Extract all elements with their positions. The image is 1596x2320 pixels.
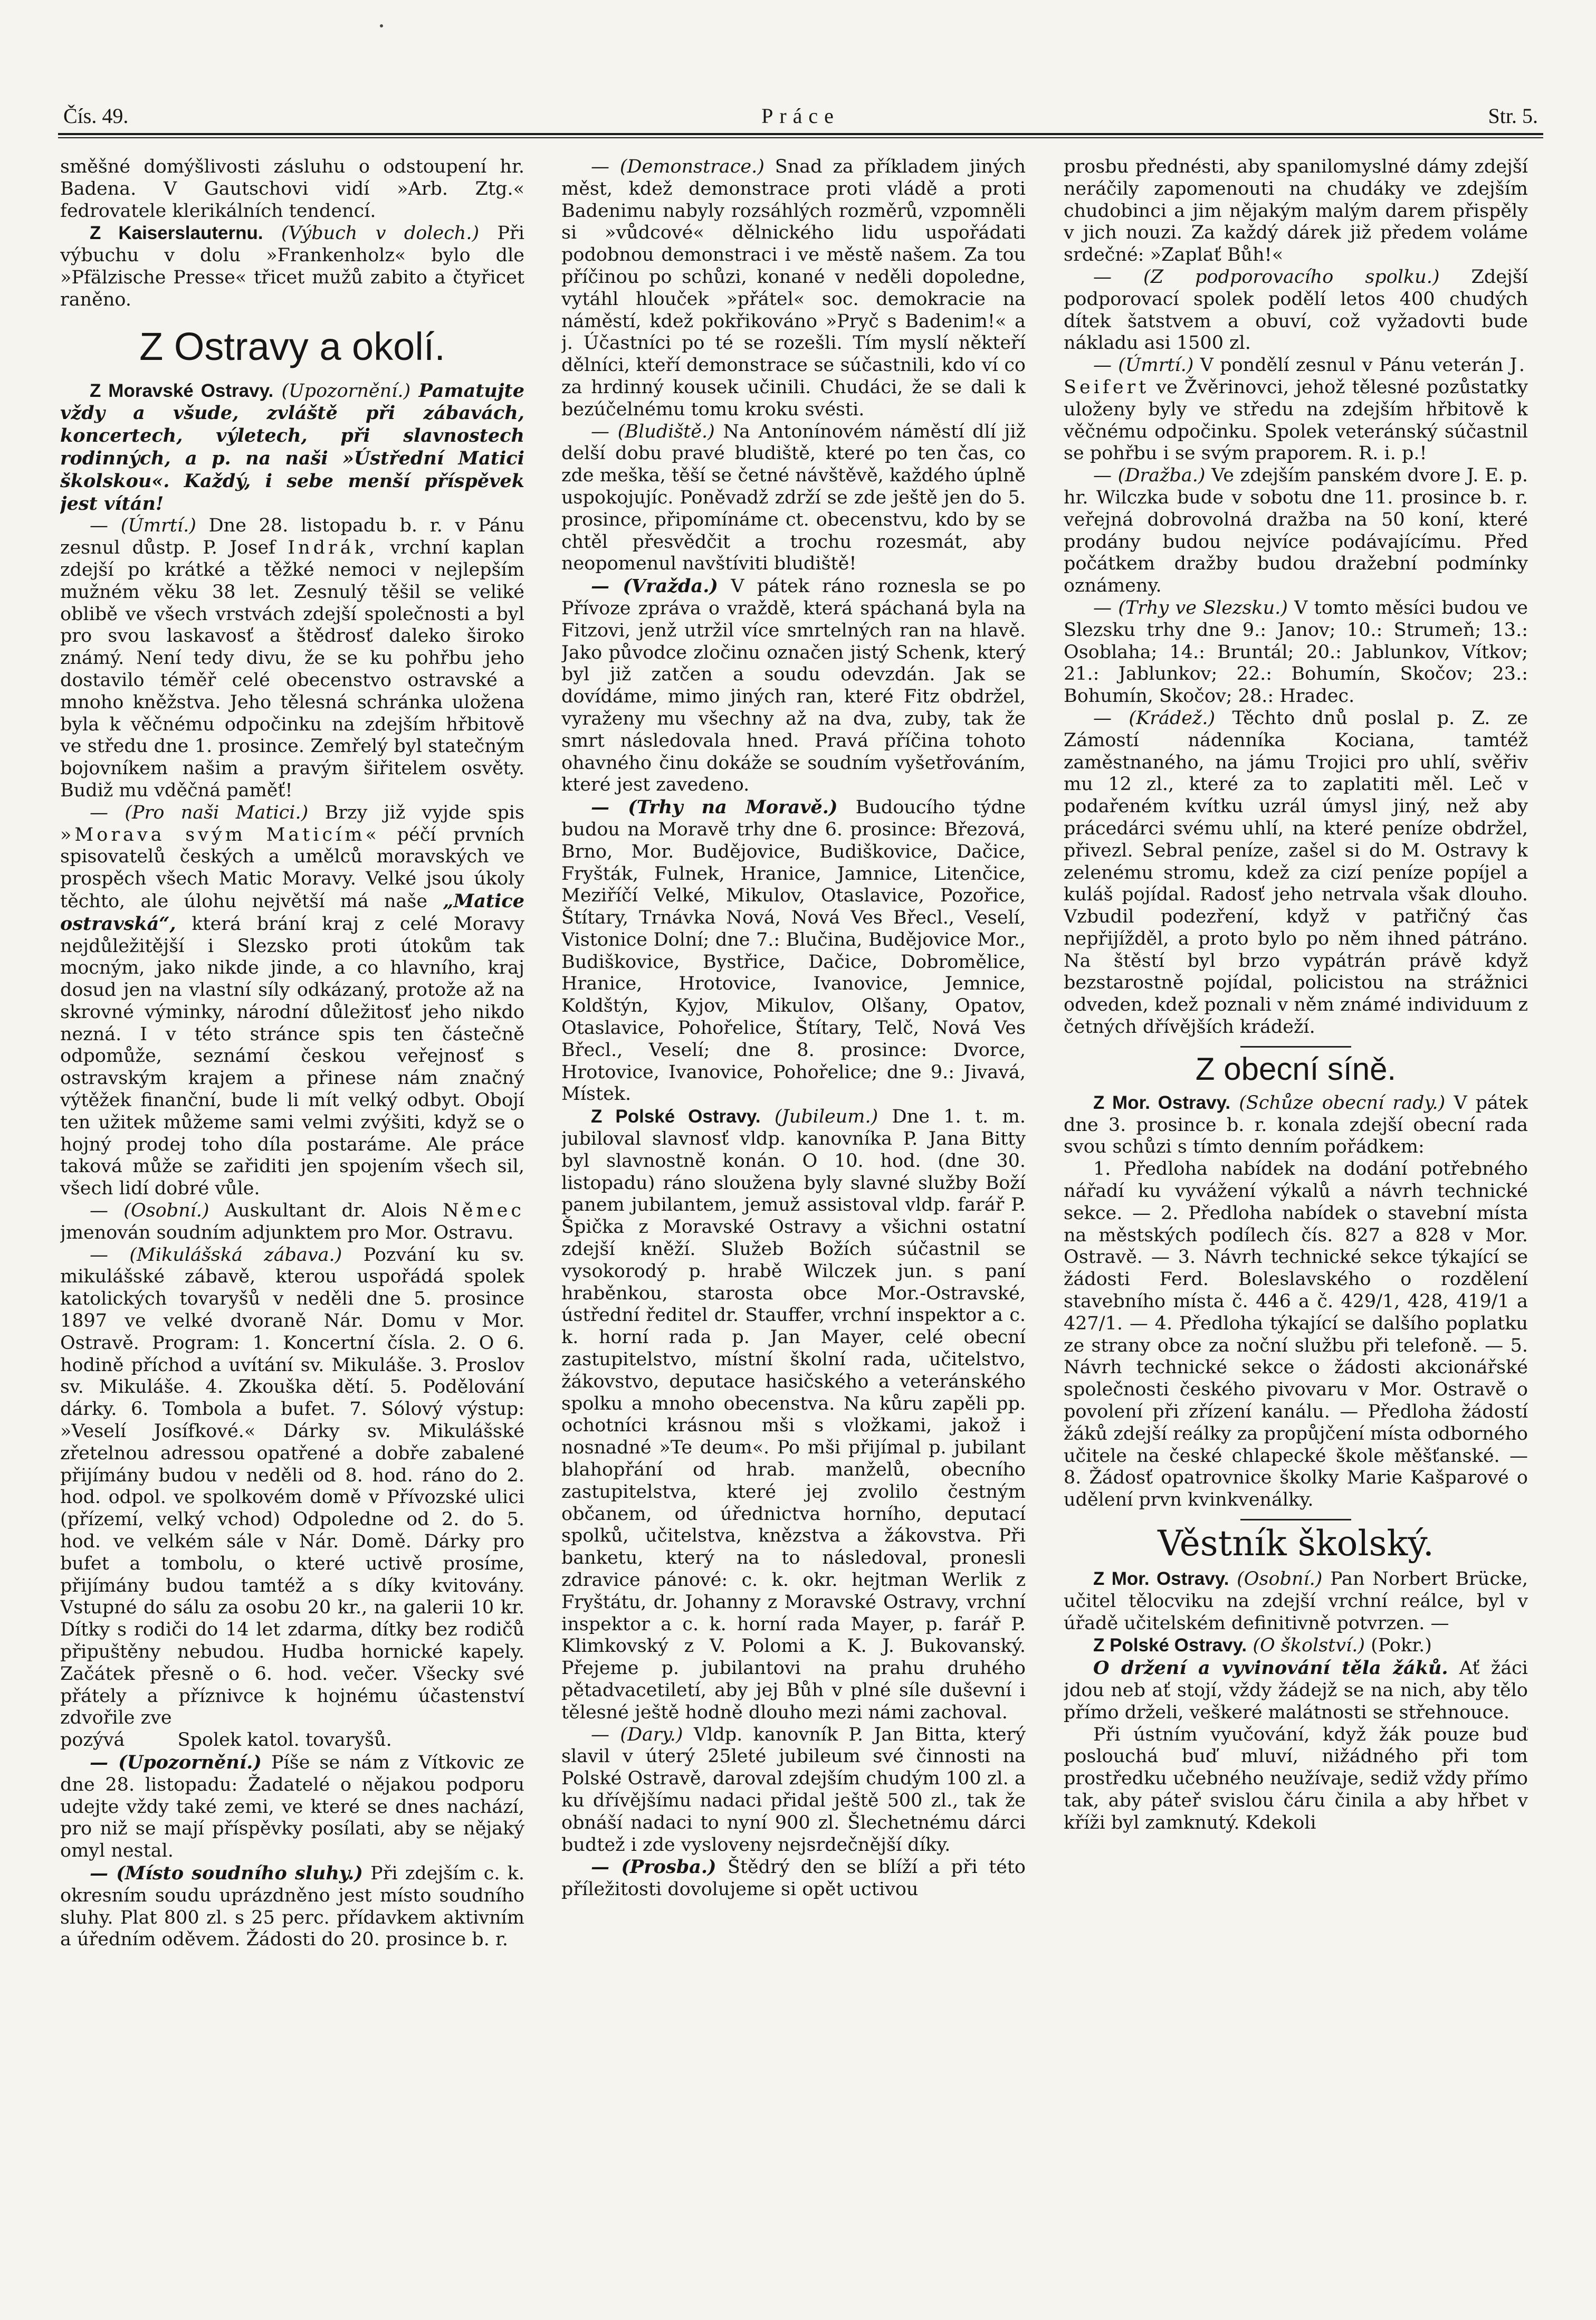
article-topic: (Upozornění.) — [281, 380, 411, 402]
article-osobni — [1064, 1568, 1528, 1634]
article-umrti — [1064, 355, 1528, 465]
article-text: Ať žáci jdou neb ať stojí, vždy žádejž se na nich, aby tělo přímo drželi, veškeré malátnosti se střehnouce. — [1064, 1658, 1528, 1723]
dateline: Z Mor. Ostravy. — [1093, 1092, 1231, 1113]
page-number: Str. 5. — [1488, 104, 1538, 128]
article-text: Píše se nám z Vítkovic ze dne 28. listopadu: Žadatelé o nějakou podporu udejte vždy také zemi, ve které se dnes nachází, pro niž se mají příspěvky posílati, aby se nějaký omyl nestal. — [60, 1752, 524, 1862]
article-kradez — [1064, 708, 1528, 1039]
article-continuation: směšné domýšlivosti zásluhu o odstoupení hr. Badena. V Gautschovi vidí »Arb. Ztg.« fedrovatele klerikálních tendencí. — [60, 156, 524, 222]
article-topic: — (Trhy ve Slezsku.) — [1093, 597, 1288, 619]
article-text: péčí prvních spisovatelů českých a umělců moravských ve prospěch všech Matic Moravy. Velké jsou úkoly těchto, ale úlohu největší má naše — [60, 824, 524, 912]
section-heading: Věstník školský. — [1158, 1523, 1434, 1564]
article-upozorneni-2 — [60, 1752, 524, 1862]
article-osobni — [60, 1200, 524, 1244]
article-text: Štědrý den se blíží a při této příležitosti dovolujeme si opět uctivou — [561, 1857, 1026, 1900]
signature-verb: pozývá — [60, 1729, 125, 1751]
section-heading: Z obecní síně. — [1195, 1051, 1397, 1087]
article-text: Na Antonínovém náměstí dlí již delší dobu pravé bludiště, které po ten čas, co zde meška, těší se četné návštěvě, každého úplně uspokojujíc. Poněvadž zdrží se zde ještě jen do 5. prosince, připomínáme ct. obecenstvu, kdo by se chtěl přesvědčit a trochu rozesmát, aby neopomenul navštíviti bludiště! — [561, 421, 1026, 575]
signature-org: Spolek katol. tovaryšů. — [177, 1729, 392, 1751]
article-text: Snad za příkladem jiných měst, kdež demonstrace proti vládě a proti Badenimu nabyly rozsáhlých rozměrů, vzpomněli si »vůdcové« dělnického lidu uspořádati podobnou demonstraci i ve městě našem. Za tou příčinou po schůzi, konané v neděli dopoledne, vytáhl hlouček »přátel« soc. demokracie na náměstí, kdež pokřikováno »Pryč s Badenim!« a j. Účastníci po té se rozešli. Tím myslí někteří dělníci, kteří demonstrace se súčastnili, kdo ví co za hrdinný kousek učinili. Chudáci, že se dali k bezúčelnému tomu kroku svésti. — [561, 156, 1026, 420]
header-rule-thin — [58, 137, 1543, 138]
article-jubileum — [561, 1106, 1026, 1724]
article-matice — [60, 802, 524, 1200]
dateline: Z Moravské Ostravy. — [90, 380, 274, 401]
article-text: Zdejší podporovací spolek podělí letos 400 chudých dítek šatstvem a obuví, což vyžadovti bude nákladu asi 1500 zl. — [1064, 266, 1528, 354]
article-prosba — [561, 1856, 1026, 1901]
article-topic: — (Dražba.) — [1093, 465, 1206, 487]
article-upozorneni — [60, 380, 524, 516]
article-topic: — (Místo soudního sluhy.) — [90, 1862, 363, 1884]
article-topic: — (Bludiště.) — [591, 421, 715, 442]
article-topic: (Osobní.) — [1237, 1568, 1323, 1590]
article-text: Těchto dnů poslal p. Z. ze Zámostí nádenníka Kociana, tamtéž zaměstnaného, na jámu Trojici pro uhlí, svěřiv mu 12 zl., které za to zaplatiti měl. Leč v podařeném kvítku uzrál úmysl jiný, než aby prácedárci svému uhlí, na které peníze obdržel, přivezl. Sebral peníze, zašel si do M. Ostravy k zelenému stromu, kdež za cizí peníze popíjel a kuláš pojídal. Radosť jeho netrvala však dlouho. Vzbudil podezření, když v patřičný čas nepřijížděl, a proto bylo po něm ihned pátráno. Na štěstí byl brzo vypátrán právě když bezstarostně pojídal, policistou na strážnici odveden, kdež poznali v něm známé individuum z četných dřívějších krádeží. — [1064, 707, 1528, 1038]
continued-marker: (Pokr.) — [1371, 1635, 1432, 1657]
article-drzeni-tela — [1064, 1657, 1528, 1724]
article-continuation: prosbu přednésti, aby spanilomyslné dámy zdejší neráčily zapomenouti na chudáky ve zdejším chudobinci a jim nějakým malým darem přispěly v jich nouzi. Za každý dárek již předem voláme srdečné: »Zaplať Bůh!« — [1064, 156, 1528, 266]
article-topic: — (Z podporovacího spolku.) — [1093, 266, 1440, 288]
article-topic: — (Úmrtí.) — [90, 515, 196, 537]
article-topic: — (Trhy na Moravě.) — [591, 796, 838, 819]
article-obecni-rada — [1064, 1092, 1528, 1158]
article-topic: — (Krádež.) — [1093, 707, 1216, 729]
section-divider — [1240, 1519, 1351, 1520]
article-trhy — [561, 796, 1026, 1106]
article-topic: (Schůze obecní rady.) — [1239, 1092, 1446, 1114]
book-title: »Morava svým Maticím« — [60, 824, 380, 845]
article-topic: — (Pro naši Matici.) — [90, 802, 309, 823]
article-text: Pan Norbert Brücke, učitel tělocviku na zdejší vrchní reálce, byl v úřadě učitelském definitivně potvrzen. — — [1064, 1568, 1528, 1634]
article-dary — [561, 1724, 1026, 1857]
section-divider — [1240, 1046, 1351, 1048]
article-text: která brání kraj z celé Moravy nejdůležitější i Slezsko proti útokům tak mocným, jako nikde jinde, a co hlavního, kraj dosud jen na vlastní síly odkázaný, protože až na skrovné výminky, národní důležitosť jeho nikdo nezná. I v této stránce spis ten částečně odpomůže, seznámí českou veřejnosť s ostravským krajem a přinese nám značný výtěžek finanční, bude li mít velký odbyt. Obojí ten užitek můžeme sami velmi zvýšiti, když se o hojný prodej toho díla postaráme. Ale práce taková může se zařiditi jen spojením všech sil, všech lidí dobré vůle. — [60, 913, 524, 1200]
page-header — [63, 103, 1538, 133]
article-topic: — (Úmrtí.) — [1093, 355, 1194, 376]
article-text: Dne 1. t. m. jubiloval slavnosť vldp. kanovníka P. Jana Bitty byl slavnostně konán. O 10. hod. (dne 30. listopadu) ráno sloužena byly slavné služby Boží panem jubilantem, jemuž assistoval vldp. farář P. Špička z Moravské Ostravy a všichni ostatní zdejší kněží. Služeb Božích súčastnil se vysokorodý p. hrabě Wilczek jun. s paní hraběnkou, starosta obce Mor.-Ostravské, ústřední ředitel dr. Stauffer, vrchní inspektor a c. k. horní rada p. Jan Mayer, celé obecní zastupitelstvo, místní školní rada, učitelstvo, žákovstvo, deputace hasičského a veteránského spolku a mnoho obecenstva. Na kůru zapěli pp. ochotníci krásnou mši s vložkami, jakož i nosnadné »Te deum«. Po mši přijímal p. jubilant blahopřání od hrab. manželů, obecního zastupitelstva, které jej zvolilo čestným občanem, od úřednictva horního, deputací spolků, učitelstva, knězstva a žákovstva. Při banketu, který na to následoval, pronesli zdravice pánové: c. k. okr. hejtman Werlik z Fryštátu, dr. Johanny z Moravské Ostravy, vrchní inspektor a c. k. horní rada Mayer, p. farář P. Klimkovský z V. Polomi a K. J. Bukovanský. Přejeme p. jubilantovi na prahu druhého pětadvacetiletí, aby jej Bůh v plné síle duševní i tělesné ještě hodně dlouho mezi námi zachoval. — [561, 1106, 1026, 1723]
article-podporovaci — [1064, 267, 1528, 355]
article-topic: — (Mikulášská zábava.) — [90, 1244, 342, 1266]
print-speck — [380, 24, 383, 27]
dateline: Z Polské Ostravy. — [1093, 1635, 1247, 1656]
issue-number: Čís. 49. — [63, 104, 129, 128]
signature-line — [60, 1729, 524, 1752]
society-name: „Matice ostravská“, — [60, 890, 524, 935]
article-topic: (O školství.) — [1253, 1635, 1365, 1657]
article-text: Budoucího týdne budou na Moravě trhy dne 6. prosince: Březová, Brno, Mor. Budějovice, Budiškovice, Dačice, Fryšták, Fulnek, Hranice, Jamnice, Litenčice, Meziříčí Velké, Mikulov, Otaslavice, Pozořice, Štítary, Trnávka Nová, Nová Ves Břecl., Veselí, Vistonice Dolní; dne 7.: Blučina, Budějovice Mor., Budiškovice, Bystřice, Dačice, Dobromělice, Hranice, Hrotovice, Ivanovice, Jemnice, Koldštýn, Kyjov, Mikulov, Olšany, Opatov, Otaslavice, Pohořelice, Štítary, Telč, Nová Ves Břecl., Veselí; dne 8. prosince: Dvorce, Hrotovice, Ivanovice, Pohořelice; dne 9.: Jivavá, Místek. — [561, 797, 1026, 1105]
person-name: Indrák, — [288, 537, 378, 559]
article-text: Při zdejším c. k. okresním soudu uprázdněno jest místo soudního sluhy. Plat 800 zl. s 25 perc. přídavkem aktivním a úředním oděvem. Žádosti do 20. prosince b. r. — [60, 1862, 524, 1951]
article-text: vrchní kaplan zdejší po krátké a těžké nemoci v nejlepším mužném věku 38 let. Zesnulý těšil se veliké oblibě ve všech vrstvách zdejší společnosti a byl pro svou laskavosť a štědrosť daleko široko známý. Není tedy divu, že se ku pohřbu jeho dostavilo téměř celé obecenstvo ostravské a mnoho kněžstva. Jeho tělesná schránka uložena byla k věčnému odpočinku na zdejším hřbitově ve středu dne 1. prosince. Zemřelý byl statečným bojovníkem našim a pravým šiřitelem osvěty. Budiž mu vděčná paměť! — [60, 537, 524, 801]
article-text: jmenován soudním adjunktem pro Mor. Ostravu. — [60, 1222, 514, 1243]
article-text: Dne 28. listopadu b. r. v Pánu zesnul důstp. P. Josef — [60, 515, 524, 559]
article-text: V tomto měsíci budou ve Slezsku trhy dne 9.: Janov; 10.: Strumeň; 13.: Osoblaha; 14.: Bruntál; 20.: Jablunkov, Vítkov; 21.: Jablunkov; 22.: Bohumín, Skočov; 23.: Bohumín, Skočov; 28.: Hradec. — [1064, 597, 1528, 707]
dateline: Z Mor. Ostravy. — [1093, 1568, 1229, 1590]
article-text: Vldp. kanovník P. Jan Bitta, který slavil v úterý 25leté jubileum své činnosti na Polské Ostravě, daroval zdejším chudým 100 zl. a ku dřívějšímu nadaci přidal ještě 500 zl., tak že obnáší nadaci to nyní 900 zl. Šlechetnému dárci budtež i zde vysloveny nejsrdečnější díky. — [561, 1724, 1026, 1856]
article-bludiste — [561, 421, 1026, 576]
agenda-list: 1. Předloha nabídek na dodání potřebného nářadí ku vyvážení výkalů a návrh technické sekce. — 2. Předloha nabídek o stavební místa na městských podílech čís. 827 a 828 v Mor. Ostravě. — 3. Návrh technické sekce týkající se žádosti Ferd. Boleslavského o rozdělení stavebního místa č. 446 a č. 429/1, 428, 419/1 a 427/1. — 4. Předloha týkající se dalšího poplatku ze strany obce za noční službu při telefoně. — 5. Návrh technické sekce o žádosti akcionářské společnosti českého pivovaru v Mor. Ostravě o povolení při zřízení kanálu. — Předloha žádostí žáků zdejší reálky za propůjčení místa odborného učitele na české chlapecké škole měšťanské. — 8. Žádosť opatrovnice školky Marie Kašparové o udělení prvn kvinkvenálky. — [1064, 1158, 1528, 1511]
article-drazba — [1064, 465, 1528, 597]
dateline: Z Polské Ostravy. — [591, 1106, 761, 1127]
column-1 — [60, 156, 524, 2294]
article-text-cont: Při ústním vyučování, když žák pouze buď poslouchá buď mluví, nižádného při tom prostředku učebného neužívaje, sediž vždy přímo tak, aby páteř svislou čáru činila a aby hřbet v kříži byl zamknutý. Kdekoli — [1064, 1724, 1528, 1833]
article-kaiserslautern — [60, 222, 524, 311]
article-text: Auskultant dr. Alois — [224, 1200, 427, 1222]
article-text: Pozvání ku sv. mikulášské zábavě, kterou uspořádá spolek katolických tovaryšů v neděli dne 5. prosince 1897 ve velké dvoraně Nár. Domu v Mor. Ostravě. Program: 1. Koncertní čísla. 2. O 6. hodině příchod a uvítání sv. Mikuláše. 3. Proslov sv. Mikuláše. 4. Zkouška dětí. 5. Podělování dárky. 6. Tombola a bufet. 7. Sólový výstup: »Veselí Josífkové.« Dárky sv. Mikulášské zřetelnou adressou opatřené a dobře zabalené přijímány budou v neděli od 8. hod. ráno do 2. hod. odpol. ve spolkovém domě v Přívozské ulici (přízemí, velký vchod) Odpoledne od 2. do 5. hod. ve velkém sále v Nár. Domě. Dárky pro bufet a tombolu, o které uctivě prosíme, přijímány budou tamtéž a s díky kvitovány. Vstupné do sálu za osobu 20 kr., na galerii 10 kr. Dítky s rodiči do 14 let zdarma, dítky bez rodičů připuštěny nebudou. Hudba hornické kapely. Začátek přesně o 6. hod. večer. Všecky své přátely a příznivce k hojnému účastenství zdvořile zve — [60, 1244, 524, 1729]
article-topic: — (Demonstrace.) — [591, 156, 764, 177]
article-trhy-slezsko — [1064, 597, 1528, 708]
article-topic: — (Upozornění.) — [90, 1751, 262, 1773]
article-mikulasska — [60, 1244, 524, 1730]
column-3 — [1064, 156, 1528, 2294]
article-text: V pondělí zesnul v Pánu veterán — [1200, 355, 1504, 376]
article-topic: — (Vražda.) — [591, 575, 718, 597]
article-text: Při výbuchu v dolu »Frankenholz« bylo dle »Pfälzische Presse« třicet mužů zabito a čtyřicet raněno. — [60, 223, 524, 310]
person-name: J. Seifert — [1064, 355, 1528, 398]
header-rule — [58, 133, 1543, 135]
person-name: Němec — [443, 1200, 524, 1222]
dateline: Z Kaiserslauternu. — [90, 223, 263, 244]
article-topic: (Výbuch v dolech.) — [281, 223, 480, 244]
article-misto — [60, 1862, 524, 1951]
article-notice: Pamatujte vždy a všude, zvláště při zábavách, koncertech, výletech, při slavnostech rodinných, a p. na naši »Ústřední Matici školskou«. Každý, i sebe menší příspěvek jest vítán! — [60, 379, 524, 515]
article-text: ve Žvěrinovci, jehož tělesné pozůstatky uloženy byly ve středu na zdejším hřbitově k věčnému odpočinku. Spolek veteránský súčastnil se pohřbu i se svým praporem. R. i. p.! — [1064, 376, 1528, 464]
article-skolstvi — [1064, 1634, 1528, 1657]
article-umrti — [60, 515, 524, 802]
article-topic: — (Osobní.) — [90, 1200, 209, 1222]
article-text: V pátek dne 3. prosince b. r. konala zdejší obecní rada svou schůzi s tímto denním pořádkem: — [1064, 1092, 1528, 1158]
article-topic: — (Dary.) — [591, 1724, 683, 1745]
section-heading: Z Ostravy a okolí. — [139, 324, 445, 368]
newspaper-title: Práce — [761, 104, 840, 128]
article-vrazda — [561, 575, 1026, 796]
article-demonstrace — [561, 156, 1026, 421]
article-topic: — (Prosba.) — [591, 1856, 716, 1878]
article-text: V pátek ráno roznesla se po Přívoze zpráva o vraždě, která spáchaná byla na Fitzovi, jenž utržil více smrtelných ran na hlavě. Jako původce zločinu označen jistý Schenk, který byl již zatčen a soudu odevzdán. Jak se dovídáme, mimo jiných ran, které Fitz obdržel, vyraženy mu všechny až na dva, zuby, tak že smrt následovala hned. Pravá příčina tohoto ohavného činu dokáže se soudním vyšetřováním, které jest zavedeno. — [561, 576, 1026, 796]
article-subheading: O držení a vyvinování těla žáků. — [1093, 1657, 1448, 1679]
article-text: Brzy již vyjde spis — [324, 802, 524, 823]
article-text: Ve zdejším panském dvore J. E. p. hr. Wilczka bude v sobotu dne 11. prosince b. r. veřejná dobrovolná dražba na 50 koní, které prodány budou nejvíce podávajícímu. Před počátkem dražby budou dražební podmínky oznámeny. — [1064, 465, 1528, 597]
column-2 — [561, 156, 1026, 2294]
article-topic: (Jubileum.) — [775, 1106, 878, 1128]
